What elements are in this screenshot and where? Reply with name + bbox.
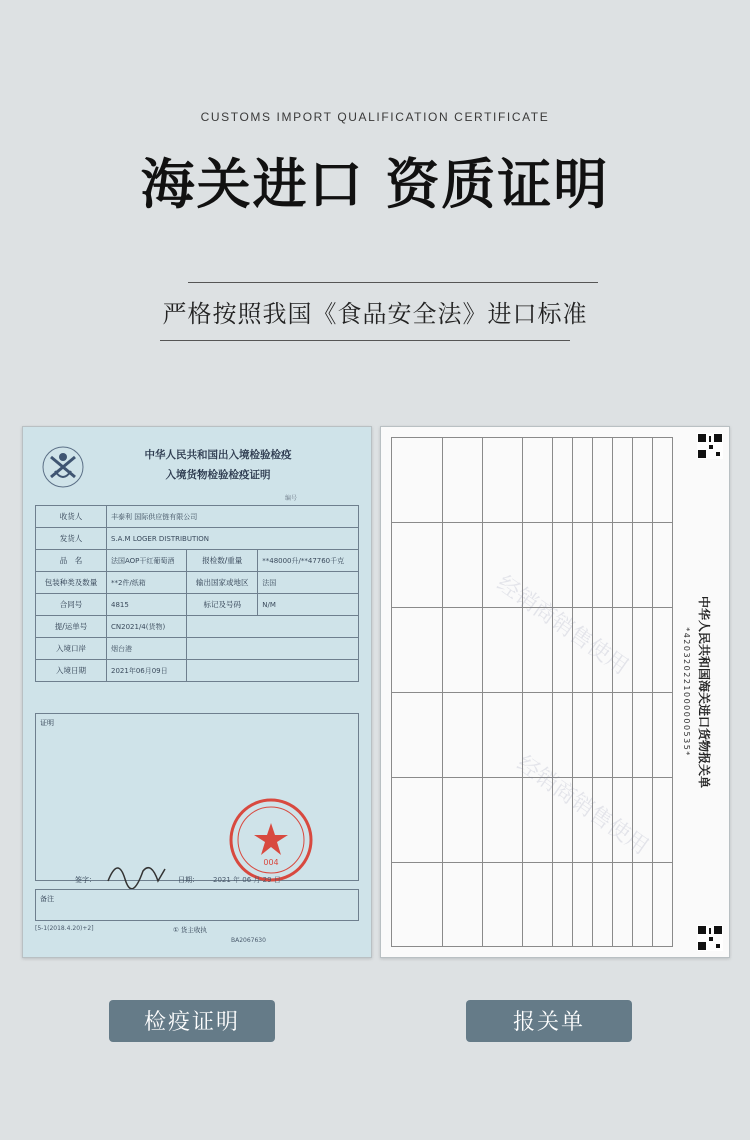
label-product: 品 名	[36, 550, 107, 572]
value-product: 法国AOP干红葡萄酒	[107, 550, 187, 572]
certificate-heading-1: 中华人民共和国出入境检验检疫	[144, 449, 292, 461]
label-entry-port: 入境口岸	[36, 638, 107, 660]
certificate-number-label: 编号	[285, 495, 298, 502]
label-consignor: 发货人	[36, 528, 107, 550]
divider-bottom	[160, 340, 570, 341]
qr-code-icon	[697, 925, 723, 951]
watermark-2: 经销商销售使用	[512, 751, 653, 861]
label-package: 包装种类及数量	[36, 572, 107, 594]
label-bill: 提/运单号	[36, 616, 107, 638]
qr-code-icon	[697, 433, 723, 459]
label-consignee: 收货人	[36, 506, 107, 528]
value-package: **2件/纸箱	[107, 572, 187, 594]
serial-code: BA2067630	[231, 937, 266, 944]
label-weight: 报检数/重量	[187, 550, 258, 572]
declaration-code: *420320221000000535*	[682, 627, 691, 757]
subtitle-en: CUSTOMS IMPORT QUALIFICATION CERTIFICATE	[200, 110, 550, 124]
quarantine-certificate-image	[22, 426, 372, 958]
certificate-heading-2: 入境货物检验检疫证明	[165, 469, 271, 481]
page-title: 海关进口 资质证明	[140, 152, 610, 216]
value-marks: N/M	[258, 594, 359, 616]
value-entry-date: 2021年06月09日	[107, 660, 187, 682]
value-origin: 法国	[258, 572, 359, 594]
copy-holder: ① 货主收执	[173, 926, 207, 934]
official-seal-icon	[228, 797, 314, 883]
label-entry-date: 入境日期	[36, 660, 107, 682]
label-contract: 合同号	[36, 594, 107, 616]
certificate-table	[35, 505, 359, 682]
label-certificate: 证明	[40, 719, 54, 727]
remark-box	[35, 889, 359, 921]
label-marks: 标记及号码	[187, 594, 258, 616]
value-weight: **48000升/**47760千克	[258, 550, 359, 572]
label-origin: 输出国家或地区	[187, 572, 258, 594]
quarantine-certificate-button[interactable]: 检疫证明	[109, 1000, 275, 1042]
seal-number: 004	[263, 858, 279, 867]
tagline: 严格按照我国《食品安全法》进口标准	[162, 300, 588, 328]
declaration-title: 中华人民共和国海关进口货物报关单	[697, 595, 711, 788]
value-contract: 4815	[107, 594, 187, 616]
value-date: 2021 年 06 月 29 日	[213, 876, 281, 884]
value-consignee: 丰泰利 国际供应链有限公司	[107, 506, 359, 528]
value-bill: CN2021/4(货物)	[107, 616, 187, 638]
customs-emblem-icon	[41, 445, 85, 489]
value-consignor: S.A.M LOGER DISTRIBUTION	[107, 528, 359, 550]
label-sign: 签字：	[75, 876, 96, 884]
form-code: [5-1(2018.4.20)+2]	[35, 925, 94, 932]
label-date: 日期：	[178, 876, 199, 884]
value-entry-port: 烟台港	[107, 638, 187, 660]
declaration-grid	[391, 437, 673, 947]
watermark-1: 经销商销售使用	[492, 571, 633, 681]
customs-declaration-image	[380, 426, 730, 958]
label-remark: 备注	[40, 895, 54, 903]
signature-icon	[103, 851, 173, 891]
divider-top	[188, 282, 598, 283]
customs-declaration-button[interactable]: 报关单	[466, 1000, 632, 1042]
